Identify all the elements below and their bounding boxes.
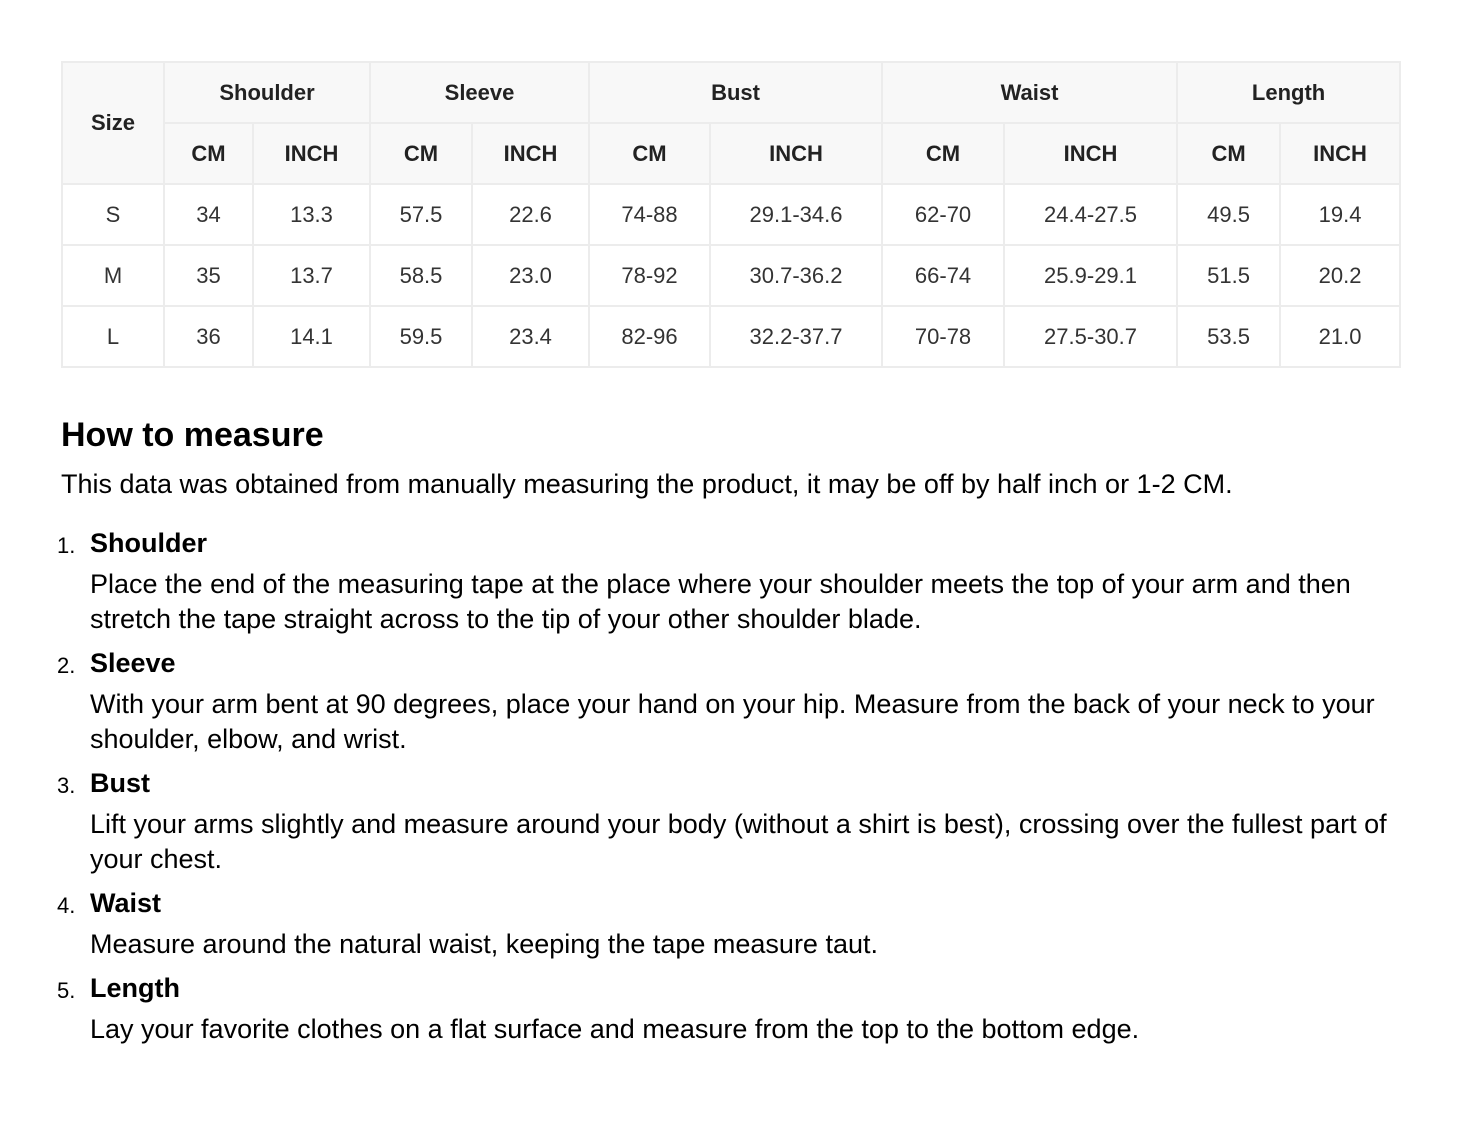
unit-header: INCH	[472, 123, 589, 184]
table-cell: 23.4	[472, 306, 589, 367]
group-header-sleeve: Sleeve	[370, 62, 589, 123]
table-row	[62, 184, 1400, 245]
list-item	[57, 883, 1421, 962]
table-header-row	[62, 62, 1400, 123]
step-number: 5.	[57, 978, 76, 1003]
group-header-length: Length	[1177, 62, 1400, 123]
step-title-length: Length	[90, 973, 180, 1003]
unit-header: INCH	[710, 123, 882, 184]
measure-intro-text: This data was obtained from manually measuring the product, it may be off by half inch or 1-2 CM.	[61, 469, 1233, 499]
unit-header: INCH	[1280, 123, 1400, 184]
table-unit-row	[62, 123, 1400, 184]
table-cell: 13.3	[253, 184, 370, 245]
table-cell: 82-96	[589, 306, 710, 367]
step-description: Place the end of the measuring tape at the place where your shoulder meets the top of your arm and then stretch the tape straight across to the tip of your other shoulder blade.	[90, 569, 1351, 634]
unit-header: CM	[882, 123, 1004, 184]
table-row	[62, 306, 1400, 367]
table-cell: 49.5	[1177, 184, 1280, 245]
list-item	[57, 763, 1421, 877]
step-description: With your arm bent at 90 degrees, place your hand on your hip. Measure from the back of your neck to your shoulder, elbow, and wrist.	[90, 689, 1375, 754]
size-guide	[57, 61, 1399, 1044]
step-title-bust: Bust	[90, 768, 150, 798]
size-cell: L	[62, 306, 164, 367]
table-cell: 21.0	[1280, 306, 1400, 367]
measure-steps-list	[57, 523, 1421, 1053]
unit-header: CM	[589, 123, 710, 184]
table-cell: 35	[164, 245, 253, 306]
step-number: 3.	[57, 773, 76, 798]
table-cell: 51.5	[1177, 245, 1280, 306]
table-cell: 13.7	[253, 245, 370, 306]
step-number: 4.	[57, 893, 76, 918]
table-cell: 29.1-34.6	[710, 184, 882, 245]
table-cell: 23.0	[472, 245, 589, 306]
table-row	[62, 245, 1400, 306]
step-number: 2.	[57, 653, 76, 678]
list-item	[57, 643, 1421, 757]
table-cell: 36	[164, 306, 253, 367]
unit-header: INCH	[1004, 123, 1177, 184]
size-cell: M	[62, 245, 164, 306]
table-cell: 32.2-37.7	[710, 306, 882, 367]
step-title-sleeve: Sleeve	[90, 648, 176, 678]
list-item	[57, 968, 1421, 1047]
table-cell: 78-92	[589, 245, 710, 306]
table-cell: 62-70	[882, 184, 1004, 245]
size-chart-table	[61, 61, 1401, 368]
table-cell: 20.2	[1280, 245, 1400, 306]
unit-header: CM	[1177, 123, 1280, 184]
unit-header: CM	[370, 123, 472, 184]
unit-header: CM	[164, 123, 253, 184]
table-cell: 14.1	[253, 306, 370, 367]
table-cell: 19.4	[1280, 184, 1400, 245]
step-description: Lift your arms slightly and measure around your body (without a shirt is best), crossing over the fullest part of your chest.	[90, 809, 1387, 874]
group-header-waist: Waist	[882, 62, 1177, 123]
step-number: 1.	[57, 533, 76, 558]
size-header: Size	[62, 62, 164, 184]
table-cell: 70-78	[882, 306, 1004, 367]
step-description: Lay your favorite clothes on a flat surface and measure from the top to the bottom edge.	[90, 1014, 1140, 1044]
list-item	[57, 523, 1421, 637]
table-cell: 30.7-36.2	[710, 245, 882, 306]
table-cell: 27.5-30.7	[1004, 306, 1177, 367]
table-cell: 57.5	[370, 184, 472, 245]
table-cell: 25.9-29.1	[1004, 245, 1177, 306]
table-cell: 58.5	[370, 245, 472, 306]
step-description: Measure around the natural waist, keeping the tape measure taut.	[90, 929, 878, 959]
table-cell: 22.6	[472, 184, 589, 245]
group-header-bust: Bust	[589, 62, 882, 123]
step-title-shoulder: Shoulder	[90, 528, 208, 558]
group-header-shoulder: Shoulder	[164, 62, 370, 123]
unit-header: INCH	[253, 123, 370, 184]
table-cell: 34	[164, 184, 253, 245]
table-cell: 74-88	[589, 184, 710, 245]
size-cell: S	[62, 184, 164, 245]
step-title-waist: Waist	[90, 888, 162, 918]
how-to-measure-heading: How to measure	[61, 416, 324, 454]
table-cell: 24.4-27.5	[1004, 184, 1177, 245]
table-cell: 59.5	[370, 306, 472, 367]
table-cell: 53.5	[1177, 306, 1280, 367]
table-cell: 66-74	[882, 245, 1004, 306]
